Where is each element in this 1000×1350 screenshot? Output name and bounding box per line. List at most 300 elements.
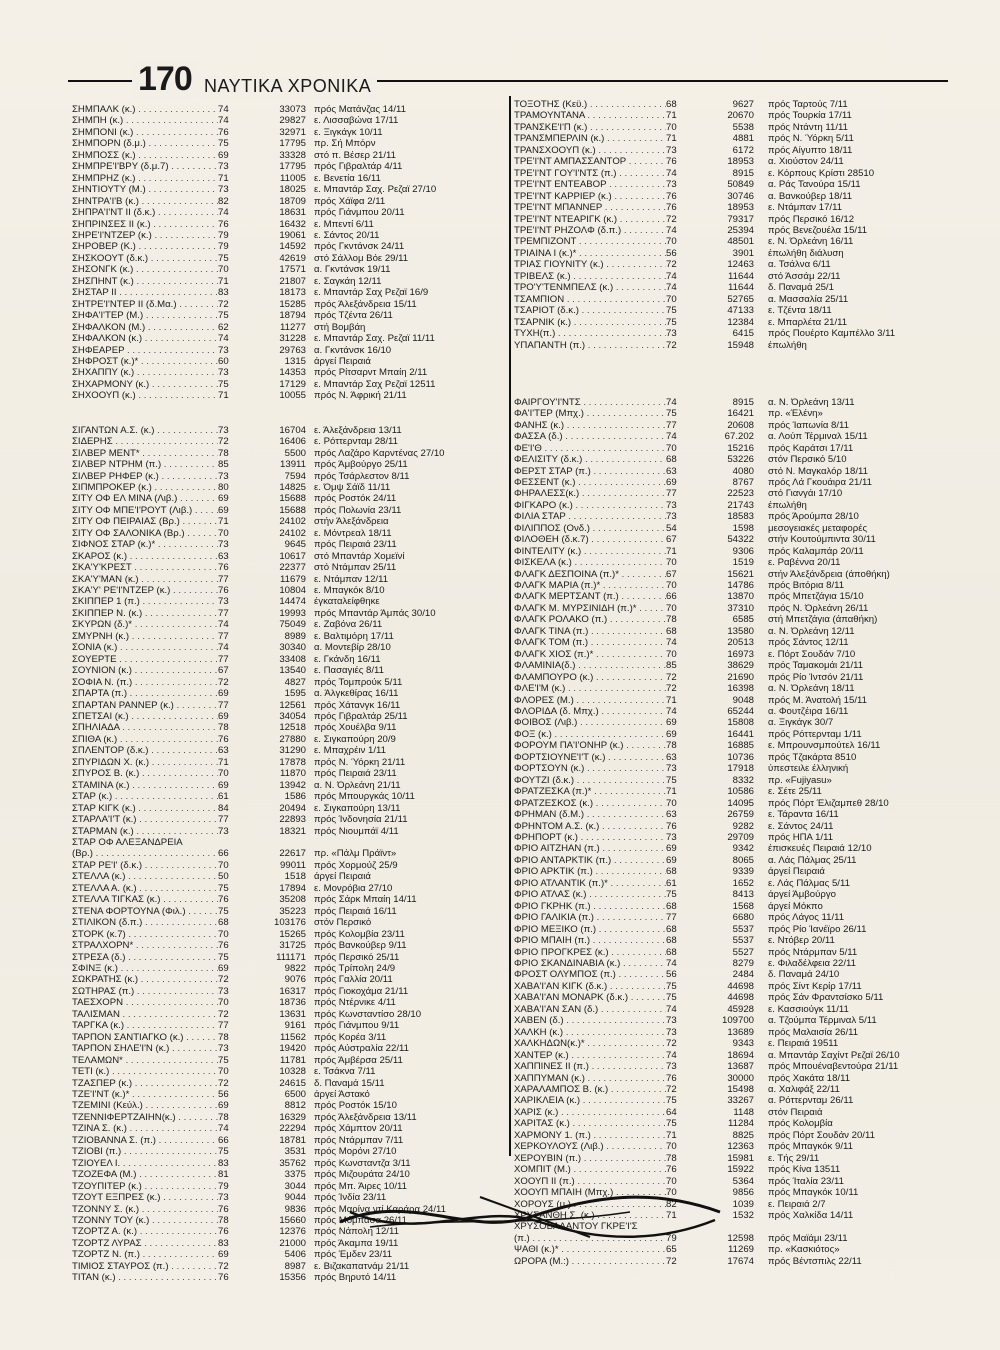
- build-year: 81: [218, 1169, 229, 1181]
- ship-entry: [514, 1015, 954, 1026]
- ship-position: α. Μπαντάρ Σαχίντ Ρεζαϊ 26/10: [768, 1049, 900, 1061]
- tonnage: 6585: [732, 614, 754, 626]
- tonnage: 14095: [727, 797, 754, 809]
- ship-name: ΣΟΝΙΑ (κ.) . . .: [72, 642, 218, 653]
- ship-name: ΦΡΙΟ ΓΑΛΙΚΙΑ (π.) . . .: [514, 912, 666, 923]
- build-year: 78: [218, 1214, 229, 1226]
- ship-position: πρός Ίνδία 23/11: [314, 1192, 387, 1204]
- build-year: 83: [218, 1237, 229, 1249]
- tonnage: 9282: [732, 820, 754, 832]
- build-year: 72: [218, 1260, 229, 1272]
- ship-name: ΦΛΑΓΚ ΤΙΝΑ (π.) . . .: [514, 626, 666, 637]
- ship-position: πρός Καλαμπάρ 20/11: [768, 545, 864, 557]
- build-year: 73: [666, 1026, 677, 1038]
- tonnage: 9044: [284, 1192, 306, 1204]
- ship-position: πρός Κολομβία 23/11: [314, 928, 405, 940]
- ship-position: α. Χαλιφάξ 22/11: [768, 1083, 840, 1095]
- build-year: 69: [218, 493, 229, 505]
- ship-entry: [514, 798, 954, 809]
- ship-name: ΤΕΛΑΜΩΝ* . . .: [72, 1055, 218, 1066]
- tonnage: 8332: [732, 774, 754, 786]
- ship-name: ΦΡΙΟ ΑΤΛΑΝΤΙΚ (π.)* . . .: [514, 878, 666, 889]
- ship-entry: [72, 848, 504, 859]
- ship-name: ΦΙΓΚΑΡΟ (κ.) . . .: [514, 500, 666, 511]
- ship-position: α. Ξιγκάγκ 30/7: [768, 717, 834, 729]
- build-year: 70: [666, 797, 677, 809]
- ship-position: πρός Λαζάρο Καρντένας 27/10: [314, 447, 445, 459]
- ship-name: ΣΚΥΡΩΝ (δ.)* . . .: [72, 619, 218, 630]
- ship-name: ΧΟΟΥΠ ΜΠΑΙΗ (Μπχ.) . . .: [514, 1187, 666, 1198]
- ship-name: ΤΡΕ'Ι'ΝΤ ΚΑΡΡΙΕΡ (κ.) . . .: [514, 191, 666, 202]
- ship-name: ΧΑΡΑΛΑΜΠΟΣ Β. (κ.) . . .: [514, 1084, 666, 1095]
- tonnage: 20608: [727, 419, 754, 431]
- ship-name: ΦΙΣΚΕΛΑ (κ.) . . .: [514, 557, 666, 568]
- build-year: 71: [218, 275, 229, 287]
- ship-entry: [72, 1261, 504, 1272]
- tonnage: 16973: [727, 648, 754, 660]
- build-year: 71: [666, 1209, 677, 1221]
- ship-position: στήν Κουτούμπιντα 30/11: [768, 534, 876, 546]
- tonnage: 12363: [727, 1141, 754, 1153]
- build-year: 71: [218, 390, 229, 402]
- ship-name: ΩΡΟΡΑ (Μ.:) . . .: [514, 1256, 666, 1267]
- ship-name: ΤΡΑΜΟΥΝΤΑΝΑ . . .: [514, 110, 666, 121]
- ship-name: ΦΙΛΙΠΠΟΣ (Ονδ.) . . .: [514, 523, 666, 534]
- ship-entry: [72, 448, 504, 459]
- ship-position: πρός Περσικό 16/12: [768, 213, 855, 225]
- tonnage: 16317: [279, 985, 306, 997]
- ship-entry: [514, 706, 954, 717]
- ship-name: ΤΖΟΡΤΖ ΛΥΡΑΣ . . .: [72, 1238, 218, 1249]
- ship-entry: [514, 282, 954, 293]
- build-year: 77: [218, 573, 229, 585]
- tonnage: 13870: [727, 591, 754, 603]
- build-year: 71: [666, 545, 677, 557]
- ship-entry: [72, 528, 504, 539]
- tonnage: 7594: [284, 470, 306, 482]
- build-year: 76: [666, 202, 677, 214]
- ship-entry: [72, 642, 504, 653]
- build-year: 73: [666, 144, 677, 156]
- tonnage: 12384: [727, 316, 754, 328]
- ship-entry: [72, 929, 504, 940]
- build-year: 76: [666, 1072, 677, 1084]
- build-year: 77: [218, 653, 229, 665]
- ship-entry: [72, 1043, 504, 1054]
- build-year: 67: [218, 665, 229, 677]
- tonnage: 24615: [279, 1077, 306, 1089]
- ship-position: ε. Τάραντα 16/11: [768, 809, 839, 821]
- tonnage: 11870: [280, 768, 306, 780]
- tonnage: 20513: [727, 637, 754, 649]
- ship-entry: [72, 390, 504, 401]
- ship-position: α. Τζούμπα Τέρμιναλ 5/11: [768, 1015, 877, 1027]
- build-year: 70: [666, 602, 677, 614]
- ship-name: ΣΗΜΠΟΡΝ (δ.μ.) . . .: [72, 138, 218, 149]
- ship-entry: [514, 866, 954, 877]
- ship-name: ΧΑΝΤΕΡ (κ.) . . .: [514, 1050, 666, 1061]
- tonnage: 1315: [284, 355, 306, 367]
- ship-name: ΣΗΜΠΡΕ'Ι'ΒΡΥ (δ.μ.7) . . .: [72, 161, 218, 172]
- ship-entry: [514, 500, 954, 511]
- ship-position: πρός Ν. Άφρική 21/11: [314, 390, 407, 402]
- ship-name: ΦΑΙΡΓΟΥ'Ι'ΝΤΣ . . .: [514, 397, 666, 408]
- ship-position: πρός Ίνδονησία 21/11: [314, 814, 408, 826]
- ship-entry: [72, 471, 504, 482]
- ship-name: ΦΡΙΟ ΑΤΛΑΣ (κ.) . . .: [514, 889, 666, 900]
- build-year: 78: [218, 447, 229, 459]
- build-year: 82: [218, 195, 229, 207]
- tonnage: 9627: [732, 99, 754, 110]
- ship-name: ΣΤΟΡΚ (κ.7) . . .: [72, 929, 218, 940]
- ship-position: ε. Σιγκαπούρη 13/11: [314, 802, 401, 814]
- tonnage: 3044: [284, 1180, 306, 1192]
- ship-name: ΣΤΑΜΙΝΑ (κ.) . . .: [72, 780, 218, 791]
- tonnage: 1039: [732, 1198, 754, 1210]
- ship-name: ΤΟΞΟΤΗΣ (Κεϋ.) . . .: [514, 99, 666, 110]
- build-year: 78: [218, 1031, 229, 1043]
- ship-entry: [514, 821, 954, 832]
- tonnage: 16329: [279, 1111, 306, 1123]
- ship-position: ε. Μπαντάρ Σαχ Ρεζαϊ 12511: [314, 378, 436, 390]
- tonnage: 17878: [279, 756, 306, 768]
- ship-position: ε. Όμψ Σάϊδ 11/11: [314, 481, 391, 493]
- ship-entry: [514, 1084, 954, 1095]
- ship-entry: [514, 156, 954, 167]
- ship-entry: [514, 225, 954, 236]
- build-year: 71: [666, 1129, 677, 1141]
- tonnage: 5538: [732, 121, 754, 133]
- build-year: 72: [666, 339, 677, 351]
- ship-position: πρός Ροστόκ 15/10: [314, 1100, 397, 1112]
- ship-position: πρός Μπετζάγια 15/10: [768, 591, 864, 603]
- ship-entry: [72, 883, 504, 894]
- build-year: 79: [218, 241, 229, 253]
- ship-position: ε. Βαλτιμόρη 17/11: [314, 630, 394, 642]
- ship-name: ΤΑΛΙΣΜΑΝ . . .: [72, 1009, 218, 1020]
- build-year: 63: [666, 809, 677, 821]
- ship-position: πρός Άλεξάνδρεια 15/11: [314, 298, 417, 310]
- ship-position: α. Ν. Όρλεάνη 13/11: [768, 396, 855, 408]
- ship-name: ΤΖΟΝΝΥ Σ. (κ.) . . .: [72, 1204, 218, 1215]
- ship-entry: [514, 649, 954, 660]
- ship-name: ΤΡΕ'Ι'ΝΤ ΡΗΖΟΛΦ (δ.π.) . . .: [514, 225, 666, 236]
- ship-position: ε. Πόρτ Σουδάν 7/10: [768, 648, 856, 660]
- ship-position: πρός Άλεξάνδρεια 13/11: [314, 1111, 417, 1123]
- ship-position: πρός Μορόνι 27/10: [314, 1146, 397, 1158]
- build-year: 56: [666, 247, 677, 259]
- ship-position: πρός Βενεζουέλα 15/11: [768, 224, 868, 236]
- build-year: 73: [666, 328, 677, 340]
- ship-entry: [514, 145, 954, 156]
- build-year: 75: [218, 905, 229, 917]
- build-year: 73: [218, 985, 229, 997]
- ship-entry: [514, 443, 954, 454]
- ship-position: στήν Άλεξάνδρεια: [314, 516, 389, 528]
- build-year: 70: [666, 442, 677, 454]
- tonnage: 5406: [284, 1249, 306, 1261]
- ship-position: πρός Ντάρμπαν 7/11: [314, 1134, 404, 1146]
- ship-name: ΤΕΤΙ (κ.) . . .: [72, 1066, 218, 1077]
- tonnage: 18694: [727, 1049, 754, 1061]
- ship-name: ΤΖΟΝΝΥ ΤΟΥ (κ.) . . .: [72, 1215, 218, 1226]
- tonnage: 3901: [732, 247, 754, 259]
- build-year: 76: [218, 562, 229, 574]
- ship-entry: [514, 969, 954, 980]
- tonnage: 24102: [279, 516, 306, 528]
- ship-entry: [514, 168, 954, 179]
- ship-name: ΧΑΡΙΚΛΕΙΑ (κ.) . . .: [514, 1095, 666, 1106]
- build-year: 72: [666, 259, 677, 271]
- ship-position: ε. Κόρπους Κρίστι 28510: [768, 167, 875, 179]
- ship-name: ΣΗΠΡΙΝΣΕΣ ΙΙ (κ.) . . .: [72, 219, 218, 230]
- tonnage: 27880: [279, 733, 306, 745]
- build-year: 71: [218, 516, 229, 528]
- build-year: 69: [666, 728, 677, 740]
- tonnage: 15621: [727, 568, 754, 580]
- build-year: 83: [218, 287, 229, 299]
- tonnage: 21807: [279, 275, 306, 287]
- build-year: 70: [666, 121, 677, 133]
- ship-name: ΦΑ'Ι'ΤΕΡ (Μπχ.) . . .: [514, 408, 666, 419]
- build-year: 75: [666, 316, 677, 328]
- ship-entry: [514, 1027, 954, 1038]
- tonnage: 14353: [279, 367, 306, 379]
- ship-position: πρός Άμβούργο 25/11: [314, 459, 408, 471]
- tonnage: 32971: [279, 126, 306, 138]
- ship-entry: [514, 889, 954, 900]
- build-year: 56: [666, 969, 677, 981]
- tonnage: 8987: [284, 1260, 306, 1272]
- ship-entry: [72, 677, 504, 688]
- ship-position: α. Μασσαλία 25/11: [768, 293, 849, 305]
- ship-entry: [514, 1256, 954, 1267]
- build-year: 73: [218, 184, 229, 196]
- tonnage: 6500: [284, 1088, 306, 1100]
- ship-position: ε. Βενετία 16/11: [314, 172, 381, 184]
- ship-entry: [72, 631, 504, 642]
- ship-entry: [72, 482, 504, 493]
- tonnage: 38629: [727, 660, 754, 672]
- tonnage: 33073: [279, 104, 306, 115]
- build-year: 72: [218, 1008, 229, 1020]
- build-year: 70: [218, 1066, 229, 1078]
- ship-entry: [514, 603, 954, 614]
- ship-name: ΤΖΟΥΠΙΤΕΡ (κ.) . . .: [72, 1181, 218, 1192]
- build-year: 71: [666, 110, 677, 122]
- ship-name: ΤΡΕ'Ι'ΝΤ ΓΟΥ'Ι'ΝΤΣ (π.) . . .: [514, 168, 666, 179]
- build-year: 77: [218, 699, 229, 711]
- build-year: 75: [218, 951, 229, 963]
- ship-entry: [514, 179, 954, 190]
- ship-name: ΦΟΡΤΣΟΥΝ (κ.) . . .: [514, 763, 666, 774]
- spacer: [72, 413, 504, 424]
- ship-entry: [72, 287, 504, 298]
- build-year: 70: [666, 1175, 677, 1187]
- ship-name: ΤΣΑΜΠΙΟΝ . . .: [514, 294, 666, 305]
- ship-position: πρός Γιοκοχάμα 21/11: [314, 985, 409, 997]
- ship-name: (π.) . . .: [514, 1233, 666, 1244]
- ship-name: ΦΡΙΟ ΑΡΚΤΙΚ (π.) . . .: [514, 866, 666, 877]
- tonnage: 47133: [727, 305, 754, 317]
- tonnage: 109700: [721, 1015, 754, 1027]
- build-year: 80: [218, 481, 229, 493]
- tonnage: 5537: [732, 923, 754, 935]
- ship-name: ΦΑΝΗΣ (κ.) . . .: [514, 420, 666, 431]
- ship-entry: [72, 688, 504, 699]
- tonnage: 8413: [732, 889, 754, 901]
- ship-entry: [72, 1066, 504, 1077]
- ship-entry: [72, 780, 504, 791]
- ship-name: ΣΗΧΟΟΥΠ (κ.) . . .: [72, 390, 218, 401]
- ship-entry: [72, 516, 504, 527]
- tonnage: 18781: [279, 1134, 306, 1146]
- ship-name: ΦΡΗΠΟΡΤ (κ.) . . .: [514, 832, 666, 843]
- ship-position: πρός Πόρτ Σουδάν 20/11: [768, 1129, 875, 1141]
- ship-position: ε. Μπαρλέτα 21/11: [768, 316, 848, 328]
- page-number: 170: [132, 60, 198, 99]
- build-year: 62: [218, 321, 229, 333]
- ship-entry: [514, 328, 954, 339]
- ship-name: ΤΡΙΒΕΛΣ (κ.) . . .: [514, 271, 666, 282]
- ship-position: πρ. «Έλένη»: [768, 408, 823, 420]
- tonnage: 13580: [727, 625, 754, 637]
- ship-entry: [72, 505, 504, 516]
- ship-entry: [514, 99, 954, 110]
- tonnage: 48501: [727, 236, 754, 248]
- build-year: 69: [218, 504, 229, 516]
- tonnage: 25394: [727, 224, 754, 236]
- ship-entry: [72, 115, 504, 126]
- build-year: 69: [218, 779, 229, 791]
- tonnage: 31228: [279, 333, 306, 345]
- ship-position: ε. Μπαντάρ Σαχ. Ρεζαϊ 27/10: [314, 184, 437, 196]
- ship-position: πρός Γιάνμπου 9/11: [314, 1020, 400, 1032]
- build-year: 69: [666, 476, 677, 488]
- ship-name: ΣΚΙΠΠΕΡ Ν. (κ.) . . .: [72, 608, 218, 619]
- build-year: 74: [666, 957, 677, 969]
- ship-entry: [514, 546, 954, 557]
- build-year: 73: [218, 367, 229, 379]
- tonnage: 5500: [284, 447, 306, 459]
- ship-name: ΦΛΑΓΚ ΜΕΡΤΣΑΝΤ (π.) . . .: [514, 591, 666, 602]
- ship-name: ΣΤΕΛΛΑ Α. (κ.) . . .: [72, 883, 218, 894]
- tonnage: 6172: [732, 144, 754, 156]
- ship-name: ΦΛΑΓΚ ΡΟΛΑΚΟ (π.) . . .: [514, 614, 666, 625]
- ship-entry: [72, 138, 504, 149]
- ship-entry: [514, 248, 954, 259]
- tonnage: 14592: [279, 241, 306, 253]
- ship-position: πρός Γιάνμπου 20/11: [314, 207, 405, 219]
- tonnage: 11277: [280, 321, 306, 333]
- tonnage: 9076: [284, 974, 306, 986]
- ship-name: ΦΟΞ (κ.) . . .: [514, 729, 666, 740]
- ship-name: ΦΕΡΣΤ ΣΤΑΡ (π.) . . .: [514, 466, 666, 477]
- build-year: 76: [218, 218, 229, 230]
- build-year: 77: [666, 419, 677, 431]
- ship-position: α. Ρόττερνταμ 26/11: [768, 1095, 854, 1107]
- ship-entry: [514, 775, 954, 786]
- ship-position: πρός Μαϊάμι 23/11: [768, 1232, 848, 1244]
- build-year: 68: [666, 625, 677, 637]
- ship-position: πρός Αίγυπτο 18/11: [768, 144, 853, 156]
- ship-entry: [514, 1153, 954, 1164]
- build-year: 69: [218, 962, 229, 974]
- ship-name: ΤΖΟΡΤΖ Α. (κ.) . . .: [72, 1226, 218, 1237]
- ship-entry: [514, 832, 954, 843]
- ship-position: ε. Ντάμπαν 12/11: [314, 573, 389, 585]
- tonnage: 14474: [279, 596, 306, 608]
- ship-position: στό Ντάμπαν 25/11: [314, 562, 397, 574]
- ship-position: πρός Μπαγκόκ 10/11: [768, 1187, 859, 1199]
- tonnage: 26759: [727, 809, 754, 821]
- build-year: 78: [218, 722, 229, 734]
- ship-entry: [72, 1078, 504, 1089]
- build-year: 76: [218, 1226, 229, 1238]
- ship-name: ΤΡΕ'Ι'ΝΤ ΝΤΕΑΡΙΓΚ (κ.) . . .: [514, 214, 666, 225]
- ship-entry: [72, 1158, 504, 1169]
- build-year: 74: [218, 104, 229, 115]
- ship-position: πρός Κορέα 3/11: [314, 1031, 387, 1043]
- ship-name: ΤΖΕΜΙΝΙ (Κεύλ.) . . .: [72, 1100, 218, 1111]
- build-year: 75: [218, 1054, 229, 1066]
- ship-position: έπισκευές Πειραιά 12/10: [768, 843, 872, 855]
- ship-position: στό Σάλλομ Βόε 29/11: [314, 252, 409, 264]
- ship-name: ΤΡΑΝΣΧΟΟΥΠ (κ.) . . .: [514, 145, 666, 156]
- build-year: 63: [666, 751, 677, 763]
- build-year: 70: [666, 1187, 677, 1199]
- ship-position: ε. Λάς Πάλμας 5/11: [768, 877, 850, 889]
- ship-position: ε. Τής 29/11: [768, 1152, 820, 1164]
- ship-name: ΦΛΑΜΠΟΥΡΟ (κ.) . . .: [514, 672, 666, 683]
- build-year: 73: [666, 499, 677, 511]
- tonnage: 6680: [732, 912, 754, 924]
- ship-position: πρός Νάπολη 12/11: [314, 1226, 399, 1238]
- ship-name: ΧΟΡΟΥΣ (μ.) . . .: [514, 1199, 666, 1210]
- build-year: 70: [666, 1141, 677, 1153]
- tonnage: 52765: [727, 293, 754, 305]
- ship-position: πρός Πειραιά 23/11: [314, 768, 397, 780]
- build-year: 76: [218, 1203, 229, 1215]
- tonnage: 17918: [727, 763, 754, 775]
- build-year: 72: [666, 1038, 677, 1050]
- ship-name: ΣΠΥΡΙΔΩΝ Χ. (κ.) . . .: [72, 757, 218, 768]
- ship-position: πρ. «Κασκιότος»: [768, 1244, 840, 1256]
- ship-position: α. Άλγκεθίρας 16/11: [314, 688, 399, 700]
- ship-position: στό Γιανγάι 17/10: [768, 488, 843, 500]
- tonnage: 35223: [279, 905, 306, 917]
- build-year: 74: [666, 396, 677, 408]
- tonnage: 1532: [732, 1209, 754, 1221]
- ship-position: πρός Λάγος 11/11: [768, 912, 845, 924]
- ship-entry: [72, 333, 504, 344]
- ship-name: ΣΗΣΤΑΡ ΙΙ . . .: [72, 287, 218, 298]
- ship-entry: [514, 557, 954, 568]
- build-year: 73: [218, 539, 229, 551]
- ship-position: πρός Τζέντα 26/11: [314, 310, 393, 322]
- tonnage: 5537: [732, 935, 754, 947]
- ship-position: πρός Πειραιά 16/11: [314, 905, 397, 917]
- ship-name: ΤΖΕΝΝΙΦΕΡΤΖΑΙΗΝ(κ.) . . .: [72, 1112, 218, 1123]
- tonnage: 44698: [727, 992, 754, 1004]
- build-year: 72: [218, 676, 229, 688]
- ship-position: α. Τσάλνα 6/11: [768, 259, 831, 271]
- tonnage: 11644: [728, 270, 754, 282]
- ship-entry: [72, 207, 504, 218]
- ship-entry: [72, 379, 504, 390]
- ship-position: πρός Χάτανγκ 16/11: [314, 699, 401, 711]
- ship-position: πρός Ν. Ύόρκη 5/11: [768, 133, 854, 145]
